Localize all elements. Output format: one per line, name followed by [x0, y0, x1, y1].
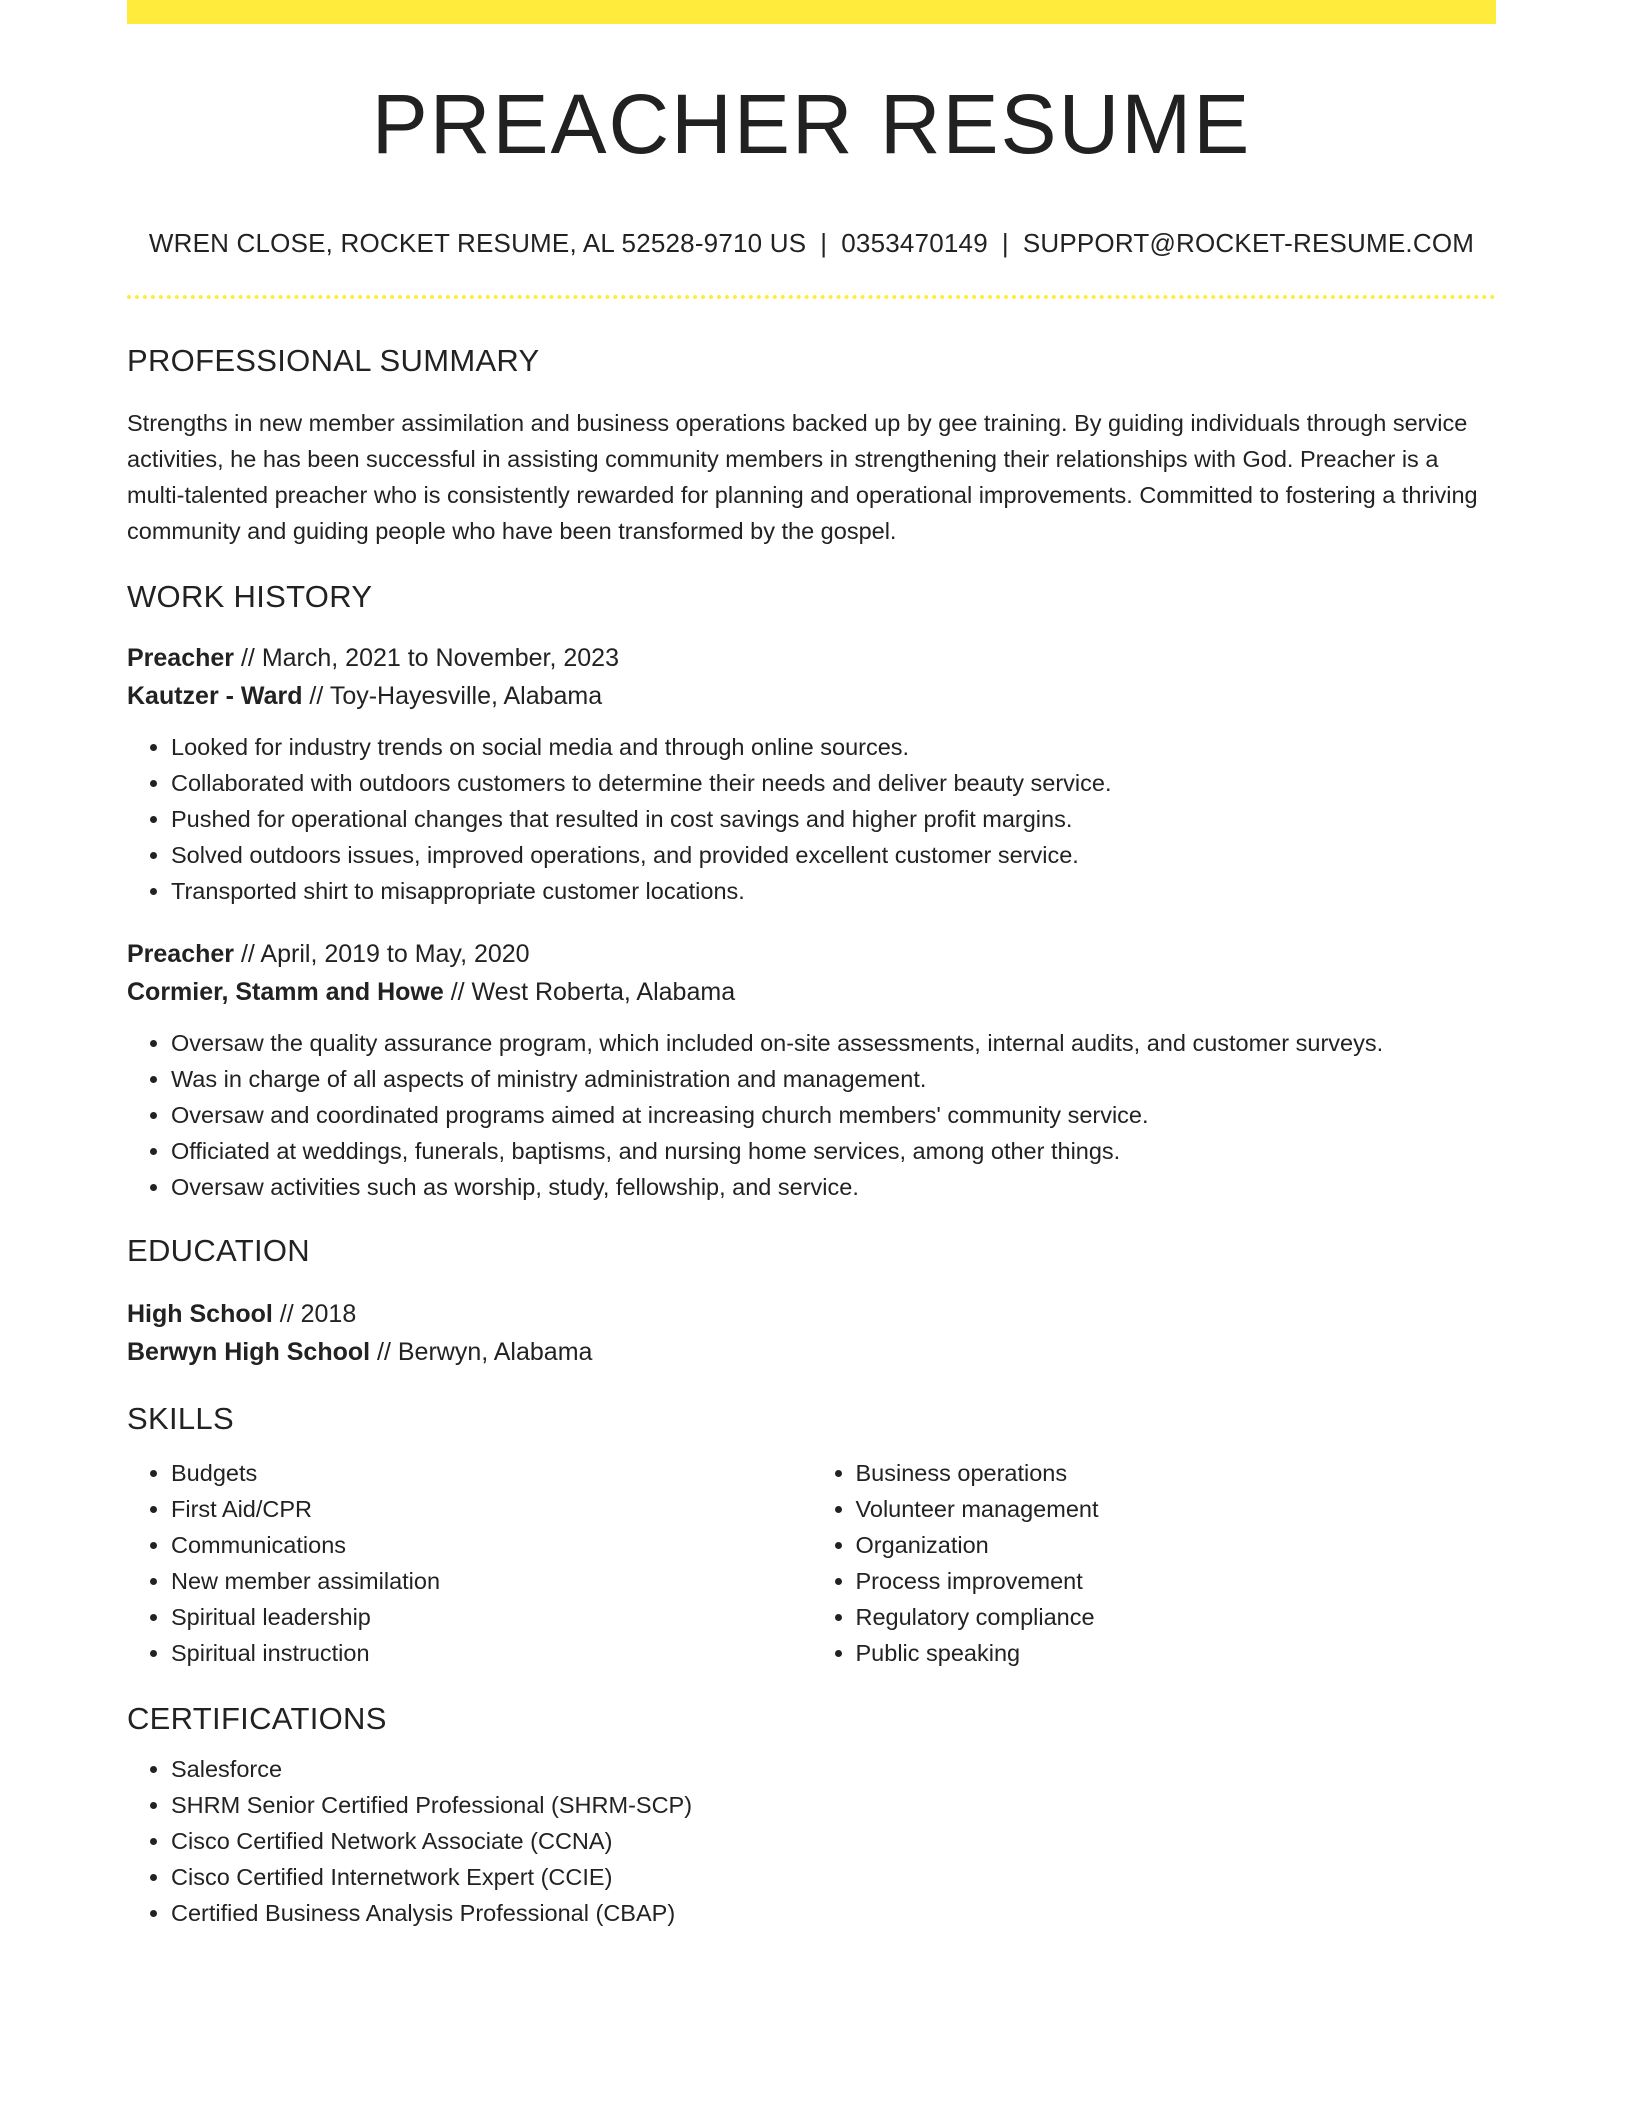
list-item: • Oversaw activities such as worship, study, fellowship, and service.	[171, 1169, 1496, 1205]
summary-heading: PROFESSIONAL SUMMARY	[127, 343, 540, 379]
list-item: • First Aid/CPR	[171, 1491, 812, 1527]
contact-email: SUPPORT@ROCKET-RESUME.COM	[1022, 228, 1475, 259]
skills-list-right	[812, 1455, 1497, 1671]
job-dates: // March, 2021 to November, 2023	[234, 644, 619, 673]
list-item: • Organization	[856, 1527, 1497, 1563]
list-item: • Solved outdoors issues, improved operations, and provided excellent customer service.	[171, 837, 1496, 873]
degree: High School	[127, 1300, 273, 1329]
school-line	[127, 1333, 1496, 1371]
job-title: Preacher	[127, 940, 235, 969]
job-company: Cormier, Stamm and Howe	[127, 978, 444, 1007]
contact-address: WREN CLOSE, ROCKET RESUME, AL 52528-9710 US	[148, 228, 807, 259]
list-item: • Business operations	[856, 1455, 1497, 1491]
school-name: Berwyn High School	[127, 1338, 371, 1367]
list-item: • Cisco Certified Internetwork Expert (CCIE)	[171, 1859, 1496, 1895]
job-company-line	[127, 677, 1496, 715]
job-company-line	[127, 973, 1496, 1011]
job-entry	[127, 935, 1496, 1205]
job-entry	[127, 639, 1496, 909]
list-item: • Collaborated with outdoors customers to determine their needs and deliver beauty service.	[171, 765, 1496, 801]
resume-title: PREACHER RESUME	[371, 77, 1252, 171]
job-location: // Toy-Hayesville, Alabama	[302, 682, 603, 711]
skills-grid	[127, 1455, 1496, 1671]
contact-separator: |	[1001, 228, 1009, 259]
job-dates: // April, 2019 to May, 2020	[234, 940, 530, 969]
list-item: • Transported shirt to misappropriate customer locations.	[171, 873, 1496, 909]
skills-list-left	[127, 1455, 812, 1671]
list-item: • Public speaking	[856, 1635, 1497, 1671]
list-item: • Certified Business Analysis Professional (CBAP)	[171, 1895, 1496, 1931]
contact-separator: |	[820, 228, 828, 259]
list-item: • Pushed for operational changes that resulted in cost savings and higher profit margins.	[171, 801, 1496, 837]
header-divider	[127, 295, 1496, 299]
certifications-heading: CERTIFICATIONS	[127, 1701, 387, 1737]
list-item: • Budgets	[171, 1455, 812, 1491]
list-item: • Salesforce	[171, 1751, 1496, 1787]
list-item: • Spiritual instruction	[171, 1635, 812, 1671]
list-item: • SHRM Senior Certified Professional (SHRM-SCP)	[171, 1787, 1496, 1823]
summary-text: Strengths in new member assimilation and business operations backed up by gee training. By guiding individuals through service activities, he has been successful in assisting community members in strengthening their relationships with God. Preacher is a multi-talented preacher who is consistently rewarded for planning and operational improvements. Committed to fostering a thriving community and guiding people who have been transformed by the gospel.	[127, 410, 1478, 545]
job-company: Kautzer - Ward	[127, 682, 303, 711]
job-title-line	[127, 935, 1496, 973]
contact-line	[127, 228, 1496, 259]
list-item: • Officiated at weddings, funerals, baptisms, and nursing home services, among other things.	[171, 1133, 1496, 1169]
list-item: • Cisco Certified Network Associate (CCNA)	[171, 1823, 1496, 1859]
list-item: • Oversaw the quality assurance program, which included on-site assessments, internal audits, and customer surveys.	[171, 1025, 1496, 1061]
list-item: • Volunteer management	[856, 1491, 1497, 1527]
list-item: • Process improvement	[856, 1563, 1497, 1599]
skills-heading: SKILLS	[127, 1401, 234, 1437]
job-title-line	[127, 639, 1496, 677]
list-item: • Looked for industry trends on social media and through online sources.	[171, 729, 1496, 765]
resume-page	[127, 0, 1496, 1931]
contact-phone: 0353470149	[841, 228, 988, 259]
job-duties-list	[127, 1025, 1496, 1205]
graduation-year: // 2018	[272, 1300, 357, 1329]
list-item: • Was in charge of all aspects of ministry administration and management.	[171, 1061, 1496, 1097]
list-item: • Regulatory compliance	[856, 1599, 1497, 1635]
list-item: • Oversaw and coordinated programs aimed at increasing church members' community service.	[171, 1097, 1496, 1133]
job-location: // West Roberta, Alabama	[443, 978, 736, 1007]
work-history-heading: WORK HISTORY	[127, 579, 373, 615]
education-entry	[127, 1295, 1496, 1371]
degree-line	[127, 1295, 1496, 1333]
education-heading: EDUCATION	[127, 1233, 310, 1269]
list-item: • Spiritual leadership	[171, 1599, 812, 1635]
school-location: // Berwyn, Alabama	[370, 1338, 593, 1367]
list-item: • Communications	[171, 1527, 812, 1563]
top-accent-bar	[127, 0, 1496, 24]
job-title: Preacher	[127, 644, 235, 673]
list-item: • New member assimilation	[171, 1563, 812, 1599]
certifications-list	[127, 1751, 1496, 1931]
job-duties-list	[127, 729, 1496, 909]
